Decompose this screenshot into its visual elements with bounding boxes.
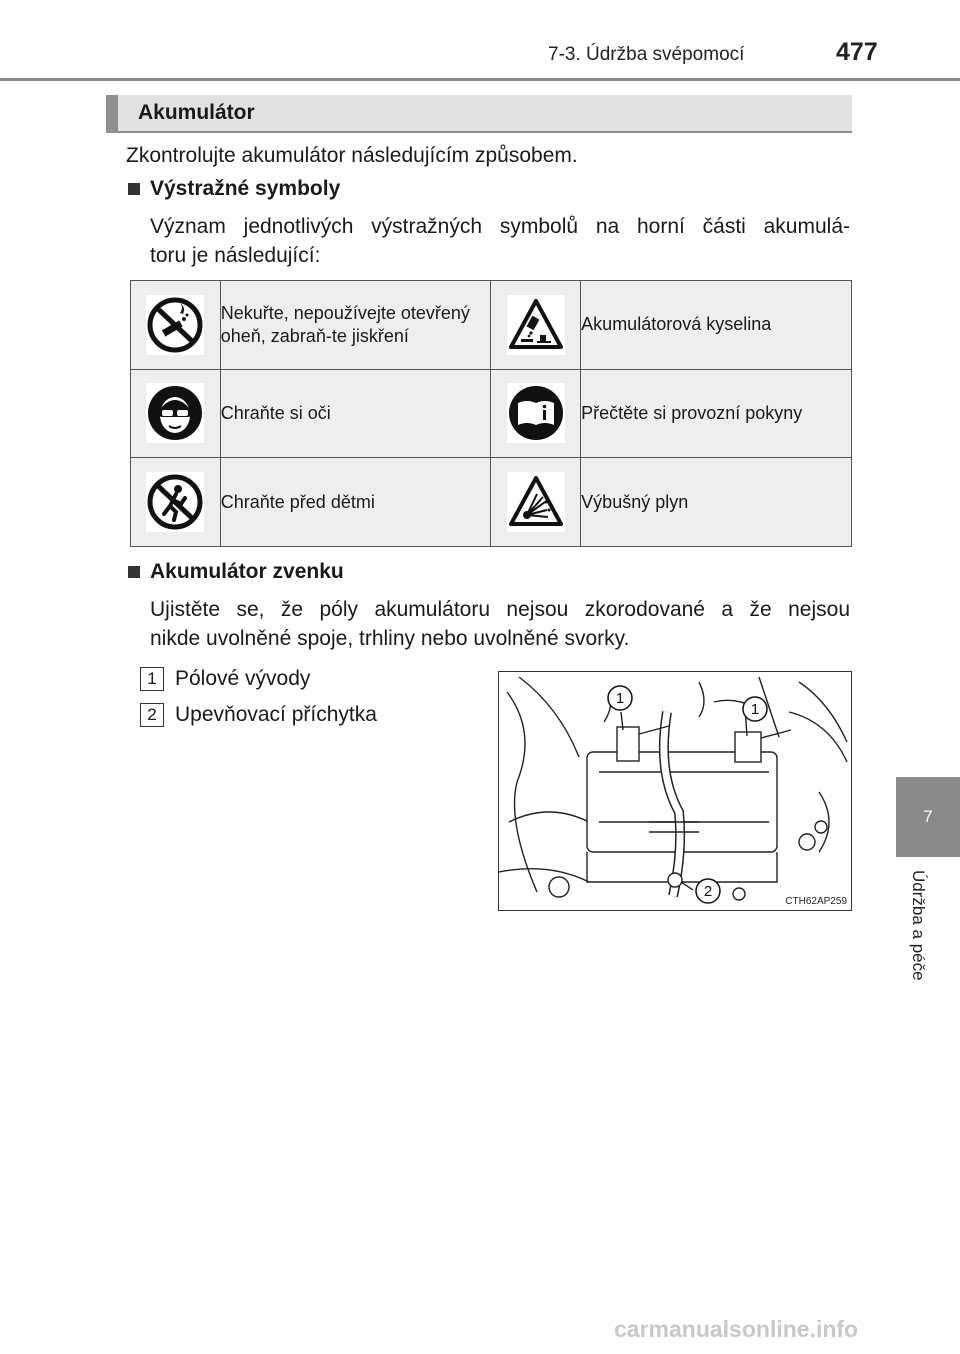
section-title: Akumulátor: [138, 101, 255, 124]
intro-text: Zkontrolujte akumulátor následujícím způsobem.: [126, 144, 578, 167]
symbol-cell: [491, 369, 581, 458]
exterior-heading: Akumulátor zvenku: [150, 560, 344, 583]
table-row: [131, 458, 852, 547]
no-smoking-no-flame-icon: [146, 295, 204, 355]
symbol-cell: [131, 458, 221, 547]
table-row: [131, 281, 852, 370]
page-number: 477: [836, 38, 878, 66]
symbol-label: Výbušný plyn: [581, 458, 852, 547]
exterior-description-line: Ujistěte se, že póly akumulátoru nejsou zkorodované a že nejsou: [150, 598, 850, 621]
legend-item: [140, 667, 310, 691]
bullet-square-icon: [128, 566, 140, 578]
warning-symbols-table: [130, 280, 852, 547]
legend-item: [140, 703, 377, 727]
warning-symbols-description: [150, 212, 850, 270]
table-row: [131, 369, 852, 458]
battery-drawing: [499, 672, 851, 910]
symbol-cell: [491, 281, 581, 370]
symbol-label: Chraňte si oči: [220, 369, 491, 458]
running-header-section: 7-3. Údržba svépomocí: [548, 44, 745, 65]
chapter-label: Údržba a péče: [909, 870, 928, 981]
symbol-label: Akumulátorová kyselina: [581, 281, 852, 370]
symbol-cell: [131, 281, 221, 370]
warning-description-line: toru je následující:: [150, 244, 321, 267]
battery-acid-icon: [507, 295, 565, 355]
keep-away-children-icon: [146, 472, 204, 532]
figure-callout: 1: [615, 690, 625, 707]
figure-callout: 2: [703, 883, 713, 900]
symbol-label: Chraňte před dětmi: [220, 458, 491, 547]
explosive-gas-icon: [507, 472, 565, 532]
eye-protection-icon: [146, 383, 204, 443]
symbol-cell: [491, 458, 581, 547]
exterior-description-line: nikde uvolněné spoje, trhliny nebo uvolněné svorky.: [150, 627, 630, 650]
bullet-square-icon: [128, 183, 140, 195]
callout-number: 1: [140, 667, 164, 691]
symbol-label: Nekuřte, nepoužívejte otevřený oheň, zabraň-te jiskření: [220, 281, 491, 370]
symbol-label: Přečtěte si provozní pokyny: [581, 369, 852, 458]
section-bar-rule: [106, 131, 852, 133]
watermark: carmanualsonline.info: [614, 1316, 859, 1342]
read-manual-icon: [507, 383, 565, 443]
callout-number: 2: [140, 703, 164, 727]
figure-callout: 1: [750, 701, 760, 718]
battery-illustration: [498, 671, 852, 911]
symbol-cell: [131, 369, 221, 458]
figure-code: CTH62AP259: [785, 896, 847, 907]
legend-label: Pólové vývody: [175, 667, 311, 690]
chapter-number: 7: [923, 807, 933, 826]
exterior-description: [150, 595, 850, 653]
header-divider: [0, 78, 960, 81]
chapter-tab: [896, 777, 960, 857]
section-title-bar: [106, 95, 852, 131]
legend-label: Upevňovací příchytka: [175, 703, 377, 726]
warning-symbols-heading: Výstražné symboly: [150, 177, 341, 200]
warning-description-line: Význam jednotlivých výstražných symbolů na horní části akumulá-: [150, 215, 850, 238]
